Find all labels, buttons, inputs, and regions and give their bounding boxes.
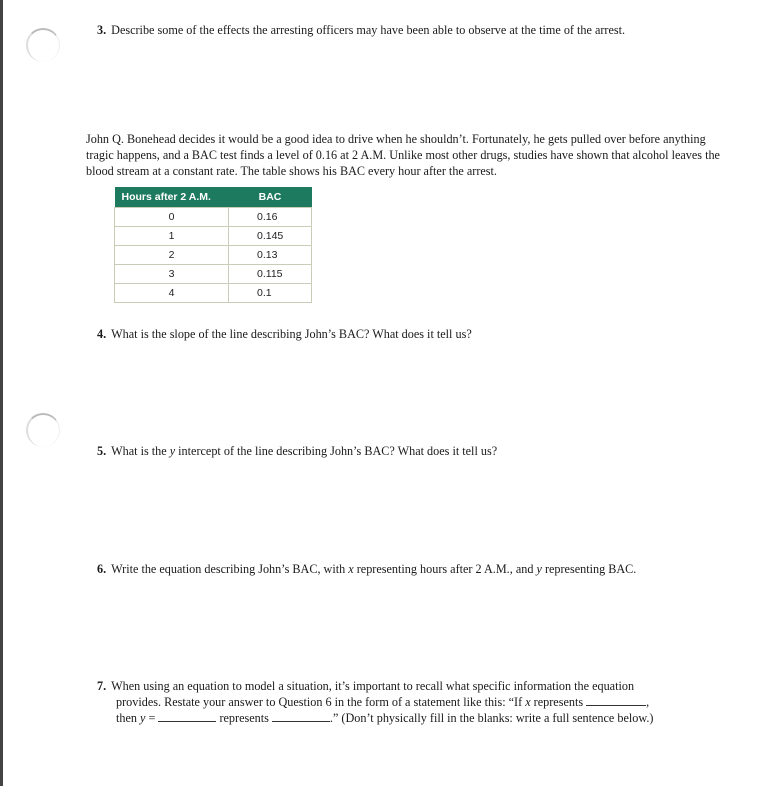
question-6-text: Write the equation describing John’s BAC, with [111,562,349,576]
cell-hours: 4 [115,284,229,303]
table-row [115,265,312,284]
variable-y: y [169,444,176,458]
binder-hole-middle [26,413,60,447]
table-row [115,246,312,265]
binder-hole-top [26,28,60,62]
table-row [115,208,312,227]
question-7-line-3-text: then [116,711,141,725]
cell-bac: 0.145 [229,227,312,246]
cell-bac: 0.16 [229,208,312,227]
table-row [115,227,312,246]
comma: , [646,695,650,709]
question-7-line-2-text-b: represents [530,695,584,709]
question-5-number: 5. [97,444,107,458]
cell-hours: 3 [115,265,229,284]
question-3-number: 3. [97,23,107,37]
question-7-line-1 [97,678,697,694]
question-4-number: 4. [97,327,107,341]
question-7-text: When using an equation to model a situation, it’s important to recall what specific information the equation [111,679,635,693]
table-row [115,284,312,303]
bac-table [114,187,312,303]
question-7-line-2-text: provides. Restate your answer to Question 6 in the form of a statement like this: “If [116,695,526,709]
variable-y: y [536,562,542,576]
cell-bac: 0.1 [229,284,312,303]
question-6 [97,561,636,577]
question-5 [97,443,497,459]
header-hours: Hours after 2 A.M. [115,187,229,208]
question-4 [97,326,472,342]
variable-y: y [140,711,146,725]
fill-blank-1 [586,695,646,706]
header-bac: BAC [229,187,312,208]
intro-paragraph: John Q. Bonehead decides it would be a good idea to drive when he shouldn’t. Fortunately, he gets pulled over before anything tragic happens, and a BAC test finds a level of 0.16 at 2 A.M. Unlike most other drugs, studies have shown that alcohol leaves the blood stream at a constant rate. The table shows his BAC every hour after the arrest. [86,132,720,178]
question-3 [97,22,625,38]
question-7 [97,678,697,726]
cell-bac: 0.115 [229,265,312,284]
cell-hours: 1 [115,227,229,246]
question-5-text-rest: intercept of the line describing John’s BAC? What does it tell us? [175,444,498,458]
question-7-number: 7. [97,679,107,693]
equals-sign: = [145,711,156,725]
question-7-line-3 [97,710,697,726]
question-6-text-mid: representing hours after 2 A.M., and [353,562,537,576]
page-edge [0,0,3,786]
question-3-text: Describe some of the effects the arresting officers may have been able to observe at the time of the arrest. [111,23,626,37]
question-4-text: What is the slope of the line describing John’s BAC? What does it tell us? [111,327,472,341]
question-7-instruction: .” (Don’t physically fill in the blanks: write a full sentence below.) [329,711,654,725]
question-5-text: What is the [111,444,170,458]
variable-x: x [525,695,531,709]
represents-text: represents [219,711,269,725]
fill-blank-2 [158,711,216,722]
question-6-number: 6. [97,562,107,576]
question-7-line-2 [97,694,697,710]
cell-hours: 0 [115,208,229,227]
cell-bac: 0.13 [229,246,312,265]
question-6-text-end: representing BAC. [541,562,637,576]
cell-hours: 2 [115,246,229,265]
table-header-row [115,187,312,208]
fill-blank-3 [272,711,330,722]
variable-x: x [348,562,354,576]
